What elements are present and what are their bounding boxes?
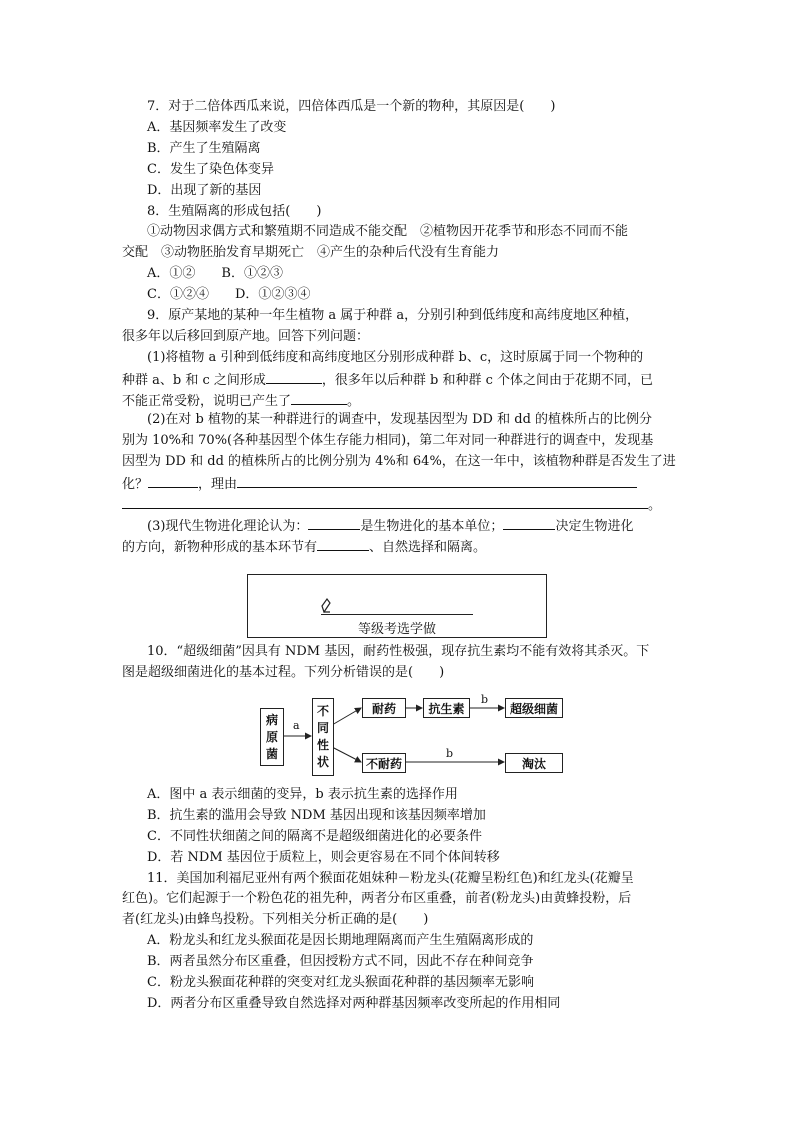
q9-part3-text: 是生物进化的基本单位； — [360, 519, 504, 534]
q8-desc-line2: 交配 ③动物胚胎发育早期死亡 ④产生的杂种后代没有生育能力 — [122, 245, 500, 260]
q9-part1-text: 。 — [347, 394, 361, 409]
q11-stem-line2: 红色)。它们起源于一个粉色花的祖先种，两者分布区重叠，前者(粉龙头)由黄蜂投粉，后 — [122, 891, 632, 906]
pathogen-box — [260, 708, 284, 766]
answer-blank[interactable] — [266, 369, 322, 384]
q10-option-b: B．抗生素的滥用会导致 NDM 基因出现和该基因频率增加 — [147, 808, 486, 823]
q9-stem-line1: 9．原产某地的某种一年生植物 a 属于种群 a，分别引种到低纬度和高纬度地区种植， — [147, 308, 639, 323]
answer-blank[interactable] — [237, 473, 637, 488]
q10-stem-line2: 图是超级细菌进化的基本过程。下列分析错误的是( ) — [122, 665, 445, 680]
q9-part3-text: 的方向，新物种形成的基本环节有 — [122, 540, 318, 555]
q9-part1-line1: (1)将植物 a 引种到低纬度和高纬度地区分别形成种群 b、c，这时原属于同一个物种的 — [147, 350, 644, 365]
q7-option-b: B．产生了生殖隔离 — [147, 141, 261, 156]
q11-option-b: B．两者虽然分布区重叠，但因授粉方式不同，因此不存在种间竞争 — [147, 954, 534, 969]
banner-rule — [321, 614, 473, 615]
resistant-box: 耐药 — [362, 698, 406, 718]
traits-char: 性 — [316, 738, 329, 752]
q9-part2-line2: 别为 10%和 70%(各种基因型个体生存能力相同)，第二年对同一种群进行的调查中，发现基 — [122, 433, 654, 448]
q9-part2-text: ，理由 — [198, 477, 238, 492]
q8-stem: 8．生殖隔离的形成包括( ) — [147, 204, 322, 219]
q10-stem-line1: 10．“超级细菌”因具有 NDM 基因，耐药性极强，现存抗生素均不能有效将其杀灭。下 — [147, 644, 650, 659]
arrow-to-nonresistant — [332, 747, 361, 762]
q9-part3-line2 — [122, 536, 486, 558]
q9-part3-line1 — [147, 515, 633, 537]
q8-options-cd: C．①②④ D．①②③④ — [147, 287, 311, 302]
traits-box — [312, 698, 334, 776]
q7-option-a: A．基因频率发生了改变 — [147, 120, 287, 135]
pencil-icon — [321, 597, 333, 613]
q11-option-c: C．粉龙头猴面花种群的突变对红龙头猴面花种群的基因频率无影响 — [147, 975, 534, 990]
superbug-box: 超级细菌 — [505, 698, 563, 718]
answer-blank[interactable] — [308, 515, 360, 530]
label-b-bottom: b — [446, 747, 454, 760]
q9-part3-text: 、自然选择和隔离。 — [369, 540, 487, 555]
q9-part2-line5 — [122, 494, 661, 516]
q9-part2-line3: 因型为 DD 和 dd 的植株所占的比例分别为 4%和 64%，在这一年中，该植物种群是否发生了进 — [122, 454, 676, 469]
answer-blank[interactable] — [148, 473, 198, 488]
q9-part1-line2 — [122, 369, 653, 391]
q9-part2-text: 。 — [648, 498, 662, 513]
answer-blank[interactable] — [317, 536, 369, 551]
traits-char: 同 — [316, 721, 329, 735]
q9-part1-text: 种群 a、b 和 c 之间形成 — [122, 373, 266, 388]
q9-part1-line3 — [122, 390, 360, 412]
q9-part3-text: (3)现代生物进化理论认为： — [147, 519, 309, 534]
antibiotic-box: 抗生素 — [423, 698, 470, 718]
answer-blank[interactable] — [503, 515, 555, 530]
banner-title: 等级考选学做 — [357, 622, 436, 637]
pathogen-char: 原 — [265, 729, 278, 744]
q11-stem-line1: 11．美国加利福尼亚州有两个猴面花姐妹种－粉龙头(花瓣呈粉红色)和红龙头(花瓣呈 — [147, 871, 634, 886]
q9-part2-line1: (2)在对 b 植物的某一种群进行的调查中，发现基因型为 DD 和 dd 的植株所占的比例分 — [147, 412, 653, 427]
q10-option-a: A．图中 a 表示细菌的变异，b 表示抗生素的选择作用 — [147, 787, 458, 802]
q8-options-ab: A．①② B．①②③ — [147, 266, 283, 281]
q9-part1-text: ，很多年以后种群 b 和种群 c 个体之间由于花期不同，已 — [321, 373, 654, 388]
q10-option-c: C．不同性状细菌之间的隔离不是超级细菌进化的必要条件 — [147, 829, 482, 844]
q10-option-d: D．若 NDM 基因位于质粒上，则会更容易在不同个体间转移 — [147, 850, 500, 865]
q9-part2-text: 化？ — [122, 477, 149, 492]
nonresistant-box: 不耐药 — [362, 753, 406, 773]
q8-desc-line1: ①动物因求偶方式和繁殖期不同造成不能交配 ②植物因开花季节和形态不同而不能 — [147, 224, 629, 239]
q7-option-c: C．发生了染色体变异 — [147, 162, 274, 177]
q11-option-d: D．两者分布区重叠导致自然选择对两种群基因频率改变所起的作用相同 — [147, 996, 561, 1011]
pathogen-char: 菌 — [265, 746, 278, 761]
q7-option-d: D．出现了新的基因 — [147, 183, 262, 198]
q9-part1-text: 不能正常受粉，说明已产生了 — [122, 394, 292, 409]
eliminated-box: 淘汰 — [505, 753, 563, 773]
answer-blank[interactable] — [122, 494, 648, 509]
q11-stem-line3: 者(红龙头)由蜂鸟投粉。下列相关分析正确的是( ) — [122, 912, 429, 927]
q11-option-a: A．粉龙头和红龙头猴面花是因长期地理隔离而产生生殖隔离形成的 — [147, 933, 534, 948]
answer-blank[interactable] — [291, 390, 347, 405]
label-b-top: b — [481, 693, 489, 706]
q9-part2-line4 — [122, 473, 637, 495]
traits-char: 状 — [316, 755, 329, 769]
label-a: a — [293, 719, 300, 732]
pathogen-char: 病 — [265, 712, 278, 727]
q9-part3-text: 决定生物进化 — [555, 519, 634, 534]
arrow-to-resistant — [332, 708, 361, 725]
q9-stem-line2: 很多年以后移回到原产地。回答下列问题： — [122, 329, 370, 344]
section-banner — [247, 574, 547, 638]
traits-char: 不 — [316, 704, 329, 718]
q7-stem: 7．对于二倍体西瓜来说，四倍体西瓜是一个新的物种，其原因是( ) — [147, 99, 556, 114]
